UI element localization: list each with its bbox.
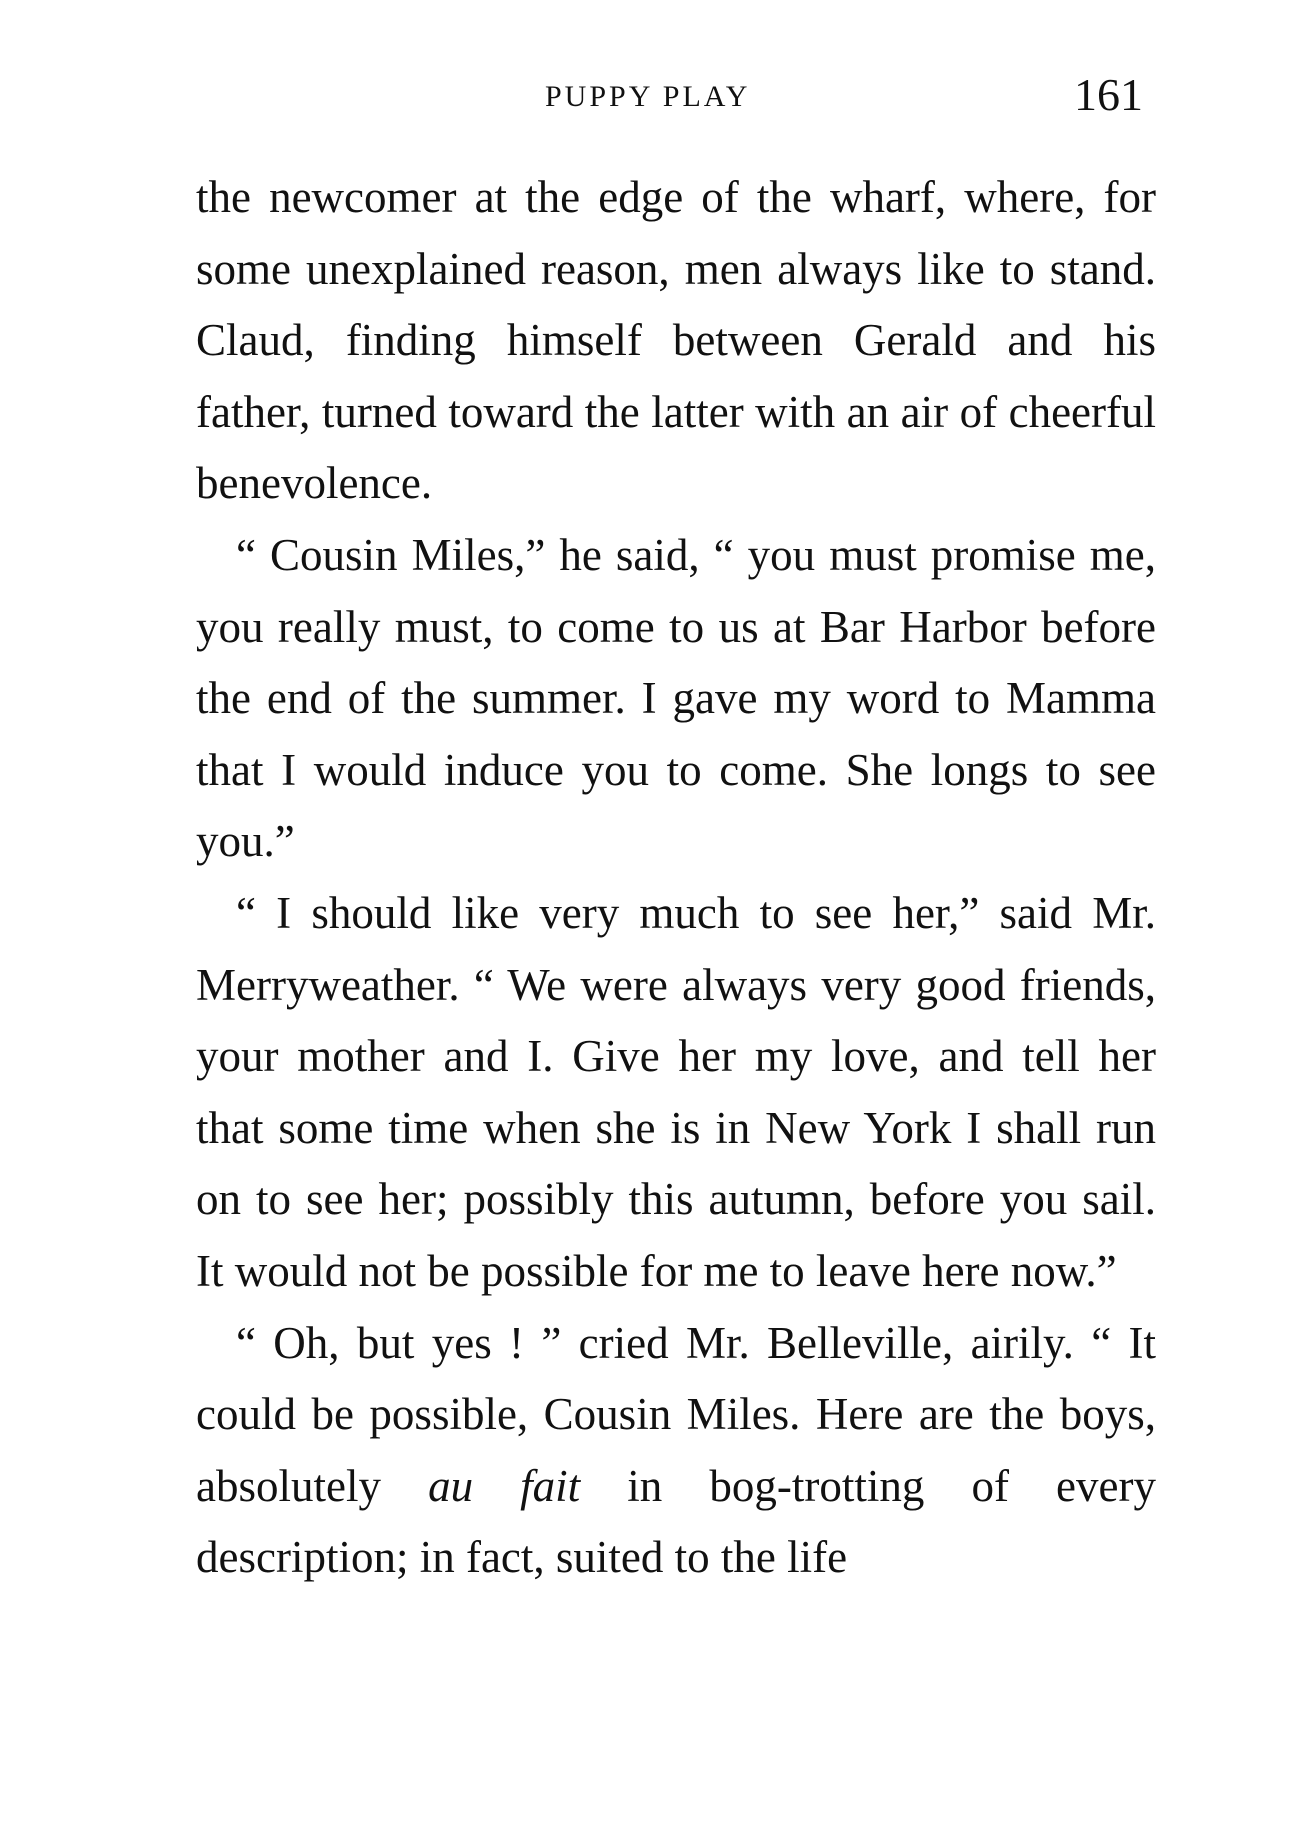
- page-number: 161: [1074, 69, 1143, 120]
- italic-phrase: au fait: [428, 1460, 581, 1511]
- paragraph: “ I should like very much to see her,” said Mr. Merryweather. “ We were always very good friends, your mother and I. Give her my love, and tell her that some time when she is in New York I shall run on to see her; possibly this autumn, before you sail. It would not be possible for me to leave here now.”: [196, 887, 1156, 1296]
- paragraph-text: “ Oh, but yes ! ” cried Mr. Belleville, airily. “ It could be possible, Cousin Miles. Here are the boys, absolutely: [196, 1317, 1156, 1511]
- paragraph: “ Cousin Miles,” he said, “ you must promise me, you really must, to come to us at Bar Harbor before the end of the summer. I gave my word to Mamma that I would induce you to come. She longs to see you.”: [196, 529, 1156, 867]
- paragraph: [196, 1308, 1156, 1594]
- paragraph: the newcomer at the edge of the wharf, where, for some unexplained reason, men always like to stand. Claud, finding himself between Gerald and his father, turned toward the latter with an air of cheerful benevolence.: [196, 172, 1156, 509]
- paragraph-text: in bog-trotting of every description; in fact, suited to the life: [196, 1460, 1156, 1583]
- running-title: PUPPY PLAY: [545, 80, 751, 113]
- body-text: [196, 162, 1156, 1594]
